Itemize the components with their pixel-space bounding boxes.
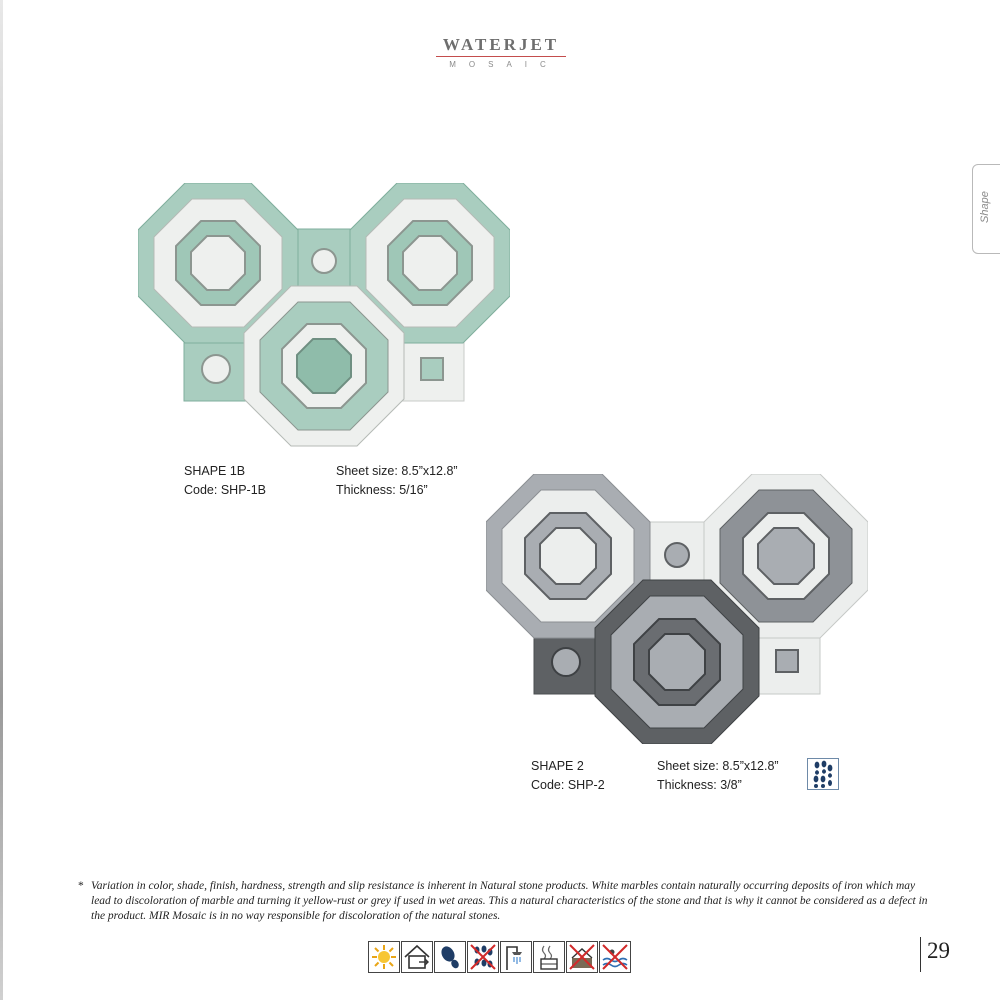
- usage-icon-bar: [368, 941, 631, 973]
- steam-shower-icon: [533, 941, 565, 973]
- brand-logo: [436, 36, 566, 69]
- product-caption-shape-1b-left: [184, 462, 266, 500]
- brand-name: WATERJET: [442, 35, 560, 54]
- footnote-text: Variation in color, shade, finish, hardness, strength and slip resistance is inherent in Natural stone products. White marbles contain naturally occurring deposits of iron which may lead to discoloration of marble and turning it yellow-rust or grey if used in wet areas. This a natural characteristics of the stone and that is why it cannot be considered as a defect in the product. MIR Mosaic is in no way responsible for discoloration of the natural stones.: [91, 880, 928, 922]
- product-sheet-size: Sheet size: 8.5”x12.8”: [336, 464, 458, 478]
- product-thickness: Thickness: 5/16”: [336, 483, 428, 497]
- product-name: SHAPE 1B: [184, 464, 246, 478]
- brand-subtitle: MOSAIC: [449, 60, 559, 69]
- product-caption-shape-2-right: [657, 757, 779, 795]
- sun-icon: [368, 941, 400, 973]
- product-sheet-size: Sheet size: 8.5”x12.8”: [657, 759, 779, 773]
- product-code: Code: SHP-2: [531, 778, 605, 792]
- product-caption-shape-2-left: [531, 757, 605, 795]
- shower-icon: [500, 941, 532, 973]
- floor-traffic-crossed-icon: [467, 941, 499, 973]
- page-number-divider: [920, 937, 921, 972]
- page-number: 29: [927, 938, 950, 963]
- floor-traffic-icon: [807, 758, 839, 790]
- product-image-shape-1b: [138, 183, 510, 447]
- footnote-marker: *: [78, 880, 84, 892]
- product-code: Code: SHP-1B: [184, 483, 266, 497]
- product-image-shape-2: [486, 474, 868, 744]
- pool-crossed-icon: [599, 941, 631, 973]
- brand-underline: [436, 56, 566, 57]
- page-edge-shadow: [0, 0, 3, 1000]
- section-tab-label: Shape: [979, 191, 991, 223]
- product-thickness: Thickness: 3/8”: [657, 778, 742, 792]
- house-icon: [401, 941, 433, 973]
- product-caption-shape-1b-right: [336, 462, 458, 500]
- disclaimer-footnote: [78, 879, 928, 924]
- section-tab-shape[interactable]: [972, 164, 1000, 254]
- foot-icon: [434, 941, 466, 973]
- outdoor-crossed-icon: [566, 941, 598, 973]
- product-name: SHAPE 2: [531, 759, 584, 773]
